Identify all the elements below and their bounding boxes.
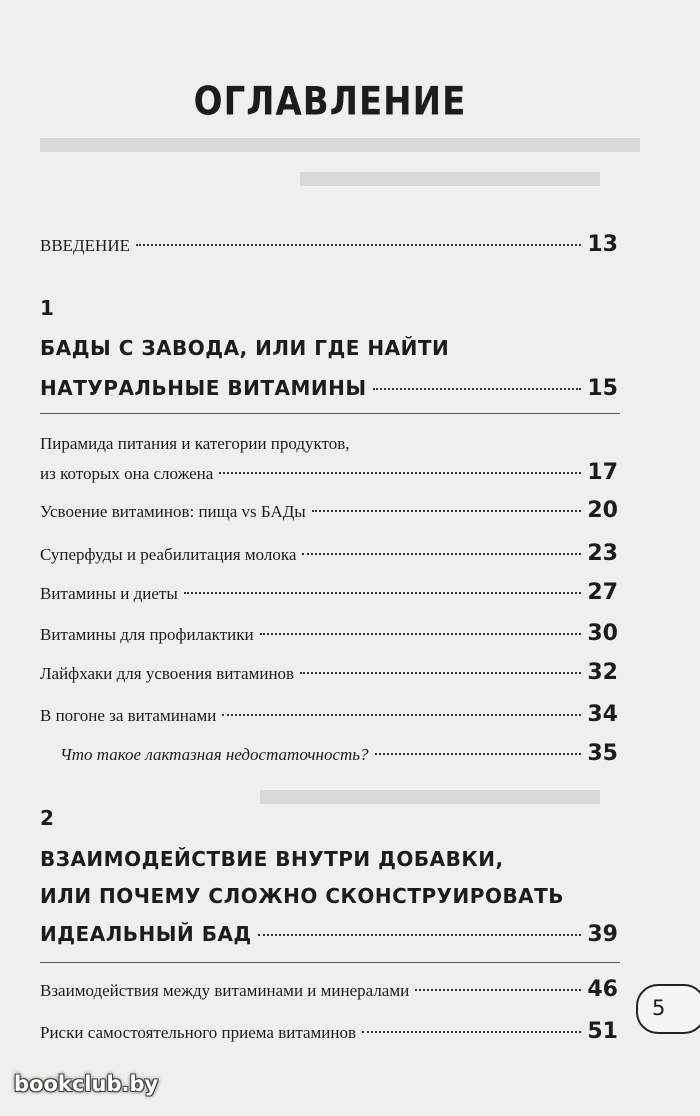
toc-page-number: 27: [587, 580, 618, 605]
toc-page-number: 51: [587, 1019, 618, 1044]
watermark-logo: bookclub.by: [14, 1072, 159, 1096]
dot-leader: [362, 1031, 581, 1033]
toc-entry-section[interactable]: [40, 621, 618, 646]
toc-page-number: 46: [587, 977, 618, 1002]
toc-page-number: 30: [587, 621, 618, 646]
chapter-heading-line[interactable]: ИЛИ ПОЧЕМУ СЛОЖНО СКОНСТРУИРОВАТЬ: [40, 884, 565, 908]
chapter-heading-line[interactable]: ВЗАИМОДЕЙСТВИЕ ВНУТРИ ДОБАВКИ,: [40, 847, 504, 871]
divider: [40, 413, 620, 414]
toc-entry-label[interactable]: Пирамида питания и категории продуктов,: [40, 434, 350, 453]
show-through-bar: [40, 138, 640, 152]
toc-entry-label: Взаимодействия между витаминами и минералами: [40, 981, 410, 1000]
dot-leader: [415, 989, 581, 991]
dot-leader: [184, 592, 582, 594]
toc-entry-section[interactable]: [40, 498, 618, 523]
toc-entry-section[interactable]: [40, 702, 618, 727]
dot-leader: [375, 753, 582, 755]
toc-page-number: 13: [587, 232, 618, 257]
toc-page-number: 39: [587, 922, 618, 947]
toc-entry-label: В погоне за витаминами: [40, 706, 217, 725]
toc-entry-section[interactable]: [40, 541, 618, 566]
toc-entry-label: Суперфуды и реабилитация молока: [40, 545, 297, 564]
dot-leader: [373, 388, 582, 390]
toc-entry-label: Витамины для профилактики: [40, 625, 254, 644]
toc-entry-subsection[interactable]: [60, 741, 618, 766]
page-number: 5: [652, 996, 666, 1020]
toc-page-number: 34: [587, 702, 618, 727]
toc-page-number: 17: [587, 460, 618, 485]
dot-leader: [258, 934, 582, 936]
show-through-bar: [260, 790, 600, 804]
toc-entry-section[interactable]: [40, 660, 618, 685]
page-title: ОГЛАВЛЕНИЕ: [193, 79, 467, 125]
toc-page-number: 35: [587, 741, 618, 766]
toc-entry-label: Витамины и диеты: [40, 584, 178, 603]
toc-entry-label: Что такое лактазная недостаточность?: [60, 745, 369, 764]
toc-page-number: 15: [587, 376, 618, 401]
dot-leader: [222, 714, 581, 716]
dot-leader: [260, 633, 582, 635]
dot-leader: [300, 672, 581, 674]
page-number-tab: [636, 984, 700, 1034]
toc-entry-label: из которых она сложена: [40, 464, 214, 483]
dot-leader: [219, 472, 581, 474]
show-through-bar: [300, 172, 600, 186]
dot-leader: [312, 510, 582, 512]
dot-leader: [136, 244, 581, 246]
toc-entry-label: Лайфхаки для усвоения витаминов: [40, 664, 295, 683]
toc-entry-label: Риски самостоятельного приема витаминов: [40, 1023, 357, 1042]
toc-entry-section[interactable]: [40, 977, 618, 1002]
toc-entry-section[interactable]: [40, 580, 618, 605]
toc-page-number: 20: [587, 498, 618, 523]
toc-entry-section[interactable]: [40, 460, 618, 485]
toc-entry-chapter-1[interactable]: [40, 376, 618, 401]
chapter-number: 2: [40, 806, 54, 830]
chapter-number: 1: [40, 296, 54, 320]
toc-page-number: 23: [587, 541, 618, 566]
chapter-heading-line: ИДЕАЛЬНЫЙ БАД: [40, 922, 252, 946]
dot-leader: [302, 553, 581, 555]
toc-entry-chapter-2[interactable]: [40, 922, 618, 947]
chapter-heading-line[interactable]: БАДЫ С ЗАВОДА, ИЛИ ГДЕ НАЙТИ: [40, 336, 450, 360]
toc-entry-label: Усвоение витаминов: пища vs БАДы: [40, 502, 306, 521]
divider: [40, 962, 620, 963]
toc-entry-label: ВВЕДЕНИЕ: [40, 236, 130, 255]
chapter-heading-line: НАТУРАЛЬНЫЕ ВИТАМИНЫ: [40, 376, 367, 400]
toc-entry-introduction[interactable]: [40, 232, 618, 257]
toc-entry-section[interactable]: [40, 1019, 618, 1044]
toc-page-number: 32: [587, 660, 618, 685]
